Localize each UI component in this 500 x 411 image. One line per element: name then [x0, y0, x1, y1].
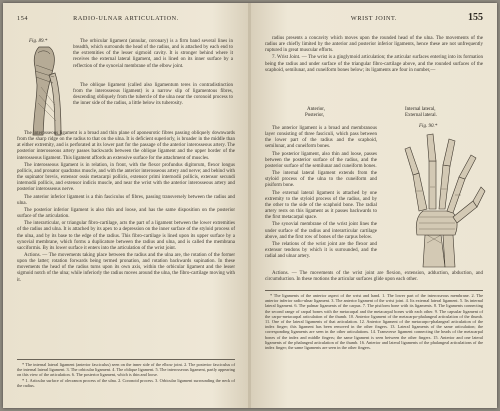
paragraph: The anterior ligament is a broad and membranous layer consisting of three fasciculi, which pass between the lower part of the radius and the scaphoid, semilunar, and cuneiform bones. — [265, 126, 377, 150]
paragraph: The relations of the wrist joint are the flexor and extensor tendons by which it is surrounded, and the radial and ulnar artery. — [265, 241, 377, 260]
footnote: * The internal lateral ligament (anterior fasciculus) seen on the inner side of the elbow joint. 2. The posterior fasciculus of the internal lateral ligament. 3. The orbicular ligament. 4. The oblique ligament. 5. The interosseous ligament, partly appearing on this view of the articulation. 6. The posterior ligament, which is thin and loose. — [17, 362, 235, 378]
paragraph: The interosseous ligament is a broad and thin plane of aponeurotic fibres passing obliquely downwards from the sharp ridge on the radius to that on the ulna. It is deficient superiorly, is broader in the middle than at either extremity, and is perforated at its lower part for the passage of the anterior interosseous artery. The posterior interosseous artery passes backwards between the oblique ligament and the upper border of the interosseous ligament. This ligament affords an extensive surface for the attachment of muscles. — [17, 131, 235, 161]
right-running-head — [265, 12, 483, 27]
right-page — [251, 3, 497, 408]
ligament-anterior: Anterior, — [307, 107, 325, 112]
ligament-external: External lateral. — [405, 113, 437, 118]
footnote-rule — [265, 290, 483, 291]
footnote-rule — [17, 359, 235, 360]
right-footnotes — [265, 293, 483, 350]
right-page-number: 155 — [468, 12, 483, 23]
paragraph: The anterior inferior ligament is a thin fasciculus of fibres, passing transversely between the radius and ulna. — [17, 194, 235, 206]
ligament-internal: Internal lateral, — [405, 107, 436, 112]
wrist-hand-ligament-figure — [383, 131, 487, 269]
footnote: * The ligaments of the anterior aspect of the wrist and hand. 1. The lower part of the interosseous membrane. 2. The anterior inferior radio-ulnar ligament. 3. The anterior ligament of the wrist joint. 4. Its external lateral ligament. 5. Its internal lateral ligament. 6. The palmar ligaments of the carpus. 7. The pisiform bone with its ligaments. 8. The ligaments connecting the second range of carpal bones with the metacarpal and the metacarpal bones with each other. 9. The capsular ligament of the carpo-metacarpal articulation of the thumb. 10. Anterior ligament of the metacarpo-phalangeal articulation of the thumb. 11. One of the lateral ligaments of that articulation. 12. Anterior ligament of the metacarpo-phalangeal articulation of the index finger; this ligament has been removed in the other fingers. 13. Lateral ligaments of the same articulation; the corresponding ligaments are seen in the other articulations. 14. Transverse ligament connecting the heads of the metacarpal bones of the index and middle fingers; the same ligament is seen between the other fingers. 15. Anterior and one lateral ligaments of the phalangeal articulation of the thumb. 16. Anterior and lateral ligaments of the phalangeal articulations of the index finger; the same ligaments are seen in the other fingers. — [265, 293, 483, 351]
ligament-table — [265, 107, 483, 121]
left-text-column-mid — [73, 83, 233, 109]
left-running-head — [17, 15, 235, 27]
left-running-title: RADIO-ULNAR ARTICULATION. — [73, 15, 179, 22]
left-page — [3, 3, 249, 408]
paragraph: The interosseous ligament is in relation, in front, with the flexor profundus digitorum, flexor longus pollicis, and pronator quadratus muscle, and with the anterior interosseous artery and nerve; and behind with the supinator brevis, extensor ossis metacarpi pollicis, extensor primi internodii pollicis, extensor secundi internodii pollicis, and extensor indicis muscle, and near the wrist with the anterior interosseous artery and posterior interosseous nerve. — [17, 162, 235, 193]
paragraph: The posterior inferior ligament is also thin and loose, and has the same disposition on the posterior surface of the articulation. — [17, 207, 235, 220]
elbow-ligament-figure — [25, 45, 65, 137]
right-running-title: WRIST JOINT. — [350, 15, 398, 22]
right-text-column-top — [265, 36, 483, 75]
paragraph: Actions. — The movements taking place between the radius and the ulna are, the rotation of the former upon the latter; rotation forwards being termed pronation, and rotation backwards supination. In these movements the head of the radius turns upon its own axis, within the orbicular ligament and the lesser sigmoid notch of the ulna; while inferiorly the radius moves around the ulna, the fibro-cartilage moving with it. — [17, 252, 235, 283]
ligament-posterior: Posterior, — [305, 113, 325, 118]
paragraph: The internal lateral ligament extends from the styloid process of the ulna to the cuneiform and pisiform bone. — [265, 171, 377, 189]
left-text-column-full — [17, 131, 235, 285]
paragraph: The interarticular, or triangular fibro-cartilage, acts the part of a ligament between the lower extremities of the radius and ulna. It is attached by its apex to a depression on the inner surface of the styloid process of the ulna, and by its base to the edge of the radius. This fibro-cartilage is lined upon its upper surface by a synovial membrane, which forms a duplicature between the radius and ulna, and is called the membrana sacciformis. By its lower surface it enters into the articulation of the wrist joint. — [17, 221, 235, 251]
paragraph: 7. Wrist Joint. — The wrist is a ginglymoid articulation; the articular surfaces entering into its formation being the radius and under surface of the triangular fibro-cartilage above, and the rounded surfaces of the scaphoid, semilunar, and cuneiform bones below; its ligaments are four in number,— — [265, 55, 483, 73]
footnote: * 1. Articular surface of olecranon process of the ulna. 2. Coronoid process. 3. Orbicular ligament surrounding the neck of the radius. — [17, 377, 235, 388]
right-actions-paragraph — [265, 271, 483, 284]
right-figure-label: Fig. 90.* — [419, 124, 438, 129]
paragraph: Actions. — The movements of the wrist joint are flexion, extension, adduction, abduction, and circumduction. In these motions the articular surfaces glide upon each other. — [265, 271, 483, 283]
paragraph: radius presents a concavity which moves upon the rounded head of the ulna. The movements of the radius are chiefly limited by the anterior and posterior inferior ligaments, hence these are not unfrequently ruptured in great muscular efforts. — [265, 36, 483, 54]
left-page-number: 154 — [17, 15, 29, 22]
book-spread — [3, 3, 497, 408]
paragraph: The oblique ligament (called also ligamentum teres in contradistinction from the interosseous ligament) is a narrow slip of ligamentous fibres, descending obliquely from the tubercle of the ulna near the coronoid process to the inner side of the radius, a little below its tuberosity. — [73, 83, 233, 107]
right-text-column-bottom — [265, 126, 377, 261]
paragraph: The synovial membrane of the wrist joint lines the under surface of the radius and interarticular cartilage above, and the first row of bones of the carpus below. — [265, 222, 377, 240]
left-figure-label: Fig. 89.* — [29, 39, 48, 44]
left-text-column-top — [73, 39, 233, 71]
left-footnotes — [17, 362, 235, 388]
paragraph: The orbicular ligament (annular, coronary) is a firm band several lines in breadth, which surrounds the head of the radius, and is attached by each end to the extremities of the lesser sigmoid cavity. It is stronger behind where it receives the external lateral ligament, and is lined on its inner surface by a reflection of the synovial membrane of the elbow joint. — [73, 39, 233, 69]
paragraph: The external lateral ligament is attached by one extremity to the styloid process of the radius, and by the other to the side of the scaphoid bone. The radial artery rests on this ligament as it passes backwards to the first metacarpal space. — [265, 190, 377, 221]
paragraph: The posterior ligament, also thin and loose, passes between the posterior surface of the radius, and the posterior surface of the semilunar and cuneiform bones. — [265, 151, 377, 169]
